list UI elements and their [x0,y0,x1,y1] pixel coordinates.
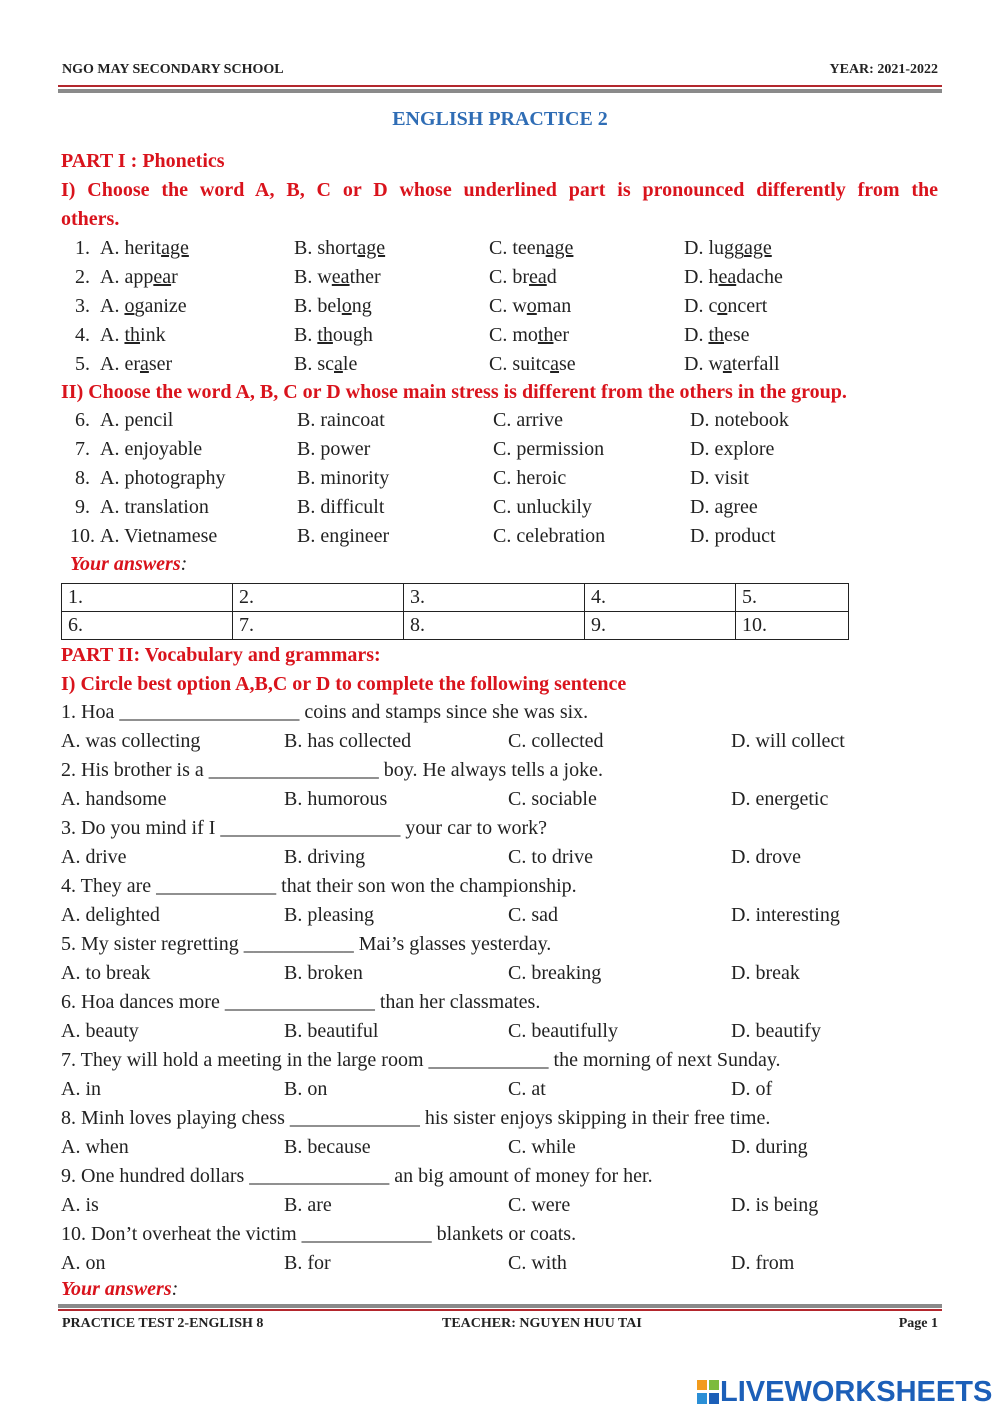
question-text: 6. Hoa dances more _______________ than her classmates. [61,991,541,1013]
part1-instruction-1: I) Choose the word A, B, C or D whose underlined part is pronounced differently from the [61,179,938,201]
answer-option[interactable]: D. during [731,1136,808,1158]
school-year: YEAR: 2021-2022 [829,62,938,77]
option-underlined-part: ea [331,266,350,288]
option-text: ough [332,324,373,346]
answer-option[interactable] [684,324,750,347]
options-row [0,1136,1000,1164]
option-text: A. [100,324,125,346]
option-text: A. app [100,266,154,288]
answer-option[interactable]: B. on [284,1078,328,1100]
option-text: D. w [684,353,723,375]
answer-row [62,584,849,612]
option-underlined-part: th [317,324,333,346]
option-text: terfall [731,353,780,375]
answer-option[interactable]: A. to break [61,962,151,984]
option-text: D. [684,324,709,346]
answer-option[interactable]: A. in [61,1078,101,1100]
question-number: 10. [70,525,95,547]
options-row [0,904,1000,932]
option-underlined-part: th [124,324,141,346]
option-underlined-part: ea [718,266,737,288]
answer-option[interactable]: C. at [508,1078,546,1100]
answer-option[interactable] [294,266,381,289]
answer-option[interactable] [100,237,189,260]
question-number: 7. [75,438,90,460]
option-text: C. mo [489,324,538,346]
answer-option[interactable]: B. are [284,1194,332,1216]
answer-cell[interactable]: 1. [62,584,233,612]
answers-label-2-colon: : [171,1278,179,1300]
option-text: C. w [489,295,527,317]
answer-option[interactable]: C. sociable [508,788,597,810]
part1-instruction-2: II) Choose the word A, B, C or D whose main stress is different from the others in the group. [61,381,847,403]
option-text: d [546,266,557,288]
answer-cell[interactable]: 9. [585,612,736,640]
option-underlined-part: ea [529,266,547,288]
answers-label-1 [70,553,187,576]
option-text: B. bel [294,295,342,317]
answer-option[interactable]: B. raincoat [297,409,385,431]
option-text: D. h [684,266,719,288]
answer-option[interactable] [489,324,569,347]
answer-option[interactable] [489,266,557,289]
answer-option[interactable]: D. visit [690,467,749,489]
school-name: NGO MAY SECONDARY SCHOOL [62,62,284,77]
answer-option[interactable]: A. beauty [61,1020,139,1042]
answer-cell[interactable]: 5. [736,584,849,612]
option-underlined-part: age [744,237,772,259]
option-text: B. sc [294,353,334,375]
header-rule [58,85,942,87]
liveworksheets-logo-icon [696,1378,720,1406]
option-underlined-part: o [341,295,352,317]
answer-option[interactable]: D. agree [690,496,758,518]
answer-row [62,612,849,640]
answer-option[interactable] [294,237,385,260]
question-row [0,525,1000,553]
answer-option[interactable]: C. breaking [508,962,602,984]
option-text: A. [100,295,125,317]
option-text: B. short [294,237,358,259]
question-row [0,324,1000,352]
question-row [0,467,1000,495]
option-text: ese [724,324,750,346]
option-text: dache [736,266,783,288]
answers-label-1-colon: : [180,553,188,575]
answer-option[interactable] [684,266,783,289]
option-text: C. teen [489,237,546,259]
options-row [0,1020,1000,1048]
option-text: B. w [294,266,332,288]
question-number: 4. [75,324,90,346]
answer-option[interactable] [100,295,187,318]
answer-option[interactable]: B. pleasing [284,904,374,926]
question-row [0,409,1000,437]
option-underlined-part: a [139,353,149,375]
answer-option[interactable]: D. notebook [690,409,789,431]
answer-option[interactable] [684,295,767,318]
answer-option[interactable] [684,237,772,260]
option-underlined-part: th [537,324,554,346]
option-underlined-part: age [545,237,574,259]
answer-option[interactable]: D. beautify [731,1020,821,1042]
question-number: 8. [75,467,90,489]
answer-option[interactable] [294,353,357,376]
answer-option[interactable]: C. unluckily [493,496,592,518]
question-number: 3. [75,295,90,317]
option-text: man [536,295,572,317]
part2-heading: PART II: Vocabulary and grammars: [61,644,381,666]
answer-option[interactable]: D. from [731,1252,795,1274]
question-text: 9. One hundred dollars ______________ an big amount of money for her. [61,1165,653,1187]
option-text: le [342,353,358,375]
answer-option[interactable]: D. will collect [731,730,845,752]
answer-option[interactable]: C. were [508,1194,571,1216]
answer-option[interactable]: C. celebration [493,525,606,547]
options-row [0,788,1000,816]
answer-option[interactable]: D. is being [731,1194,819,1216]
answer-option[interactable]: A. Vietnamese [100,525,218,547]
answer-cell[interactable]: 7. [233,612,404,640]
answer-option[interactable]: A. pencil [100,409,174,431]
answer-option[interactable] [100,324,166,347]
question-text: 8. Minh loves playing chess _____________ his sister enjoys skipping in their free time. [61,1107,771,1129]
question-row [0,496,1000,524]
answer-option[interactable]: A. photography [100,467,226,489]
option-text: A. herit [100,237,162,259]
answer-option[interactable]: D. break [731,962,800,984]
option-underlined-part: o [717,295,728,317]
question-row [0,438,1000,466]
answer-option[interactable]: D. of [731,1078,773,1100]
question-text: 2. His brother is a _________________ boy. He always tells a joke. [61,759,603,781]
liveworksheets-logo-text: LIVEWORKSHEETS [720,1375,993,1408]
option-underlined-part: a [334,353,343,375]
answer-cell[interactable]: 8. [404,612,585,640]
footer-left: PRACTICE TEST 2-ENGLISH 8 [62,1316,264,1331]
answer-option[interactable]: A. was collecting [61,730,201,752]
option-text: ng [351,295,372,317]
header-rule-shadow [58,89,942,93]
answer-option[interactable]: A. delighted [61,904,160,926]
footer-rule [58,1309,942,1311]
option-underlined-part: th [708,324,725,346]
option-underlined-part: a [550,353,560,375]
question-row [0,353,1000,381]
answer-cell[interactable]: 3. [404,584,585,612]
option-underlined-part: age [161,237,189,259]
answer-option[interactable]: D. drove [731,846,801,868]
answer-option[interactable]: A. drive [61,846,127,868]
answer-option[interactable]: A. when [61,1136,129,1158]
answer-option[interactable]: B. beautiful [284,1020,379,1042]
answer-option[interactable]: D. explore [690,438,775,460]
question-row [0,295,1000,323]
answer-option[interactable]: D. energetic [731,788,829,810]
answer-cell[interactable]: 6. [62,612,233,640]
options-row [0,846,1000,874]
option-text: D. lugg [684,237,744,259]
option-underlined-part: o [124,295,135,317]
footer-page-number: Page 1 [898,1316,938,1331]
options-row [0,1078,1000,1106]
answer-option[interactable]: B. difficult [297,496,385,518]
answer-cell[interactable]: 2. [233,584,404,612]
answer-option[interactable]: C. with [508,1252,567,1274]
answer-option[interactable] [684,353,780,376]
option-text: ncert [727,295,768,317]
answer-option[interactable] [294,295,372,318]
option-text: B. [294,324,318,346]
answers-label-1-text: Your answers [70,553,181,575]
option-text: ink [140,324,166,346]
answer-option[interactable]: C. heroic [493,467,567,489]
answer-option[interactable] [294,324,373,347]
option-text: A. er [100,353,140,375]
question-text: 5. My sister regretting ___________ Mai’s glasses yesterday. [61,933,552,955]
option-text: se [559,353,576,375]
option-text: C. br [489,266,529,288]
options-row [0,1252,1000,1280]
answer-table [61,583,849,640]
answer-option[interactable]: C. arrive [493,409,563,431]
answer-option[interactable] [100,266,178,289]
answer-option[interactable]: C. beautifully [508,1020,618,1042]
question-number: 6. [75,409,90,431]
part1-instruction-1-cont: others. [61,208,120,230]
option-text: D. c [684,295,718,317]
question-row [0,266,1000,294]
answer-option[interactable]: A. is [61,1194,99,1216]
answer-option[interactable]: B. driving [284,846,366,868]
answer-option[interactable]: D. product [690,525,776,547]
option-text: er [553,324,570,346]
answer-option[interactable] [489,295,571,318]
answer-option[interactable]: B. minority [297,467,390,489]
footer-rule-shadow [58,1304,942,1308]
question-number: 1. [75,237,90,259]
question-text: 7. They will hold a meeting in the large room ____________ the morning of next Sunday. [61,1049,781,1071]
answer-option[interactable]: B. engineer [297,525,390,547]
answer-option[interactable]: B. humorous [284,788,388,810]
question-text: 4. They are ____________ that their son won the championship. [61,875,577,897]
part1-heading: PART I : Phonetics [61,150,225,172]
answer-option[interactable]: C. to drive [508,846,593,868]
option-text: ganize [134,295,187,317]
answer-option[interactable]: B. for [284,1252,331,1274]
answers-label-2 [61,1278,178,1301]
question-text: 1. Hoa __________________ coins and stamps since she was six. [61,701,589,723]
footer-teacher: TEACHER: NGUYEN HUU TAI [442,1316,642,1331]
answer-option[interactable] [100,353,172,376]
question-number: 2. [75,266,90,288]
option-text: ther [349,266,381,288]
answer-option[interactable]: C. sad [508,904,558,926]
liveworksheets-logo[interactable] [696,1376,992,1408]
answer-option[interactable]: B. has collected [284,730,412,752]
answer-option[interactable]: B. because [284,1136,371,1158]
question-text: 3. Do you mind if I __________________ your car to work? [61,817,548,839]
answer-option[interactable]: C. collected [508,730,604,752]
question-number: 9. [75,496,90,518]
question-text: 10. Don’t overheat the victim _____________ blankets or coats. [61,1223,577,1245]
answer-option[interactable]: A. handsome [61,788,167,810]
option-text: ser [148,353,173,375]
option-text: C. suitc [489,353,551,375]
option-text: r [171,266,178,288]
answer-option[interactable]: B. power [297,438,371,460]
option-underlined-part: age [357,237,386,259]
answer-option[interactable]: B. broken [284,962,363,984]
answer-option[interactable]: C. while [508,1136,576,1158]
answer-option[interactable]: D. interesting [731,904,840,926]
answer-option[interactable] [489,353,576,376]
answer-cell[interactable]: 4. [585,584,736,612]
answer-cell[interactable]: 10. [736,612,849,640]
answer-option[interactable]: A. enjoyable [100,438,203,460]
answer-option[interactable]: A. translation [100,496,209,518]
answer-option[interactable] [489,237,573,260]
option-underlined-part: o [526,295,537,317]
answer-option[interactable]: C. permission [493,438,605,460]
option-underlined-part: a [722,353,732,375]
question-number: 5. [75,353,90,375]
options-row [0,962,1000,990]
answers-label-2-text: Your answers [61,1278,172,1300]
options-row [0,1194,1000,1222]
part2-instruction: I) Circle best option A,B,C or D to complete the following sentence [61,673,627,695]
question-row [0,237,1000,265]
option-underlined-part: ea [153,266,172,288]
page-title: ENGLISH PRACTICE 2 [392,108,608,130]
answer-option[interactable]: A. on [61,1252,106,1274]
options-row [0,730,1000,758]
